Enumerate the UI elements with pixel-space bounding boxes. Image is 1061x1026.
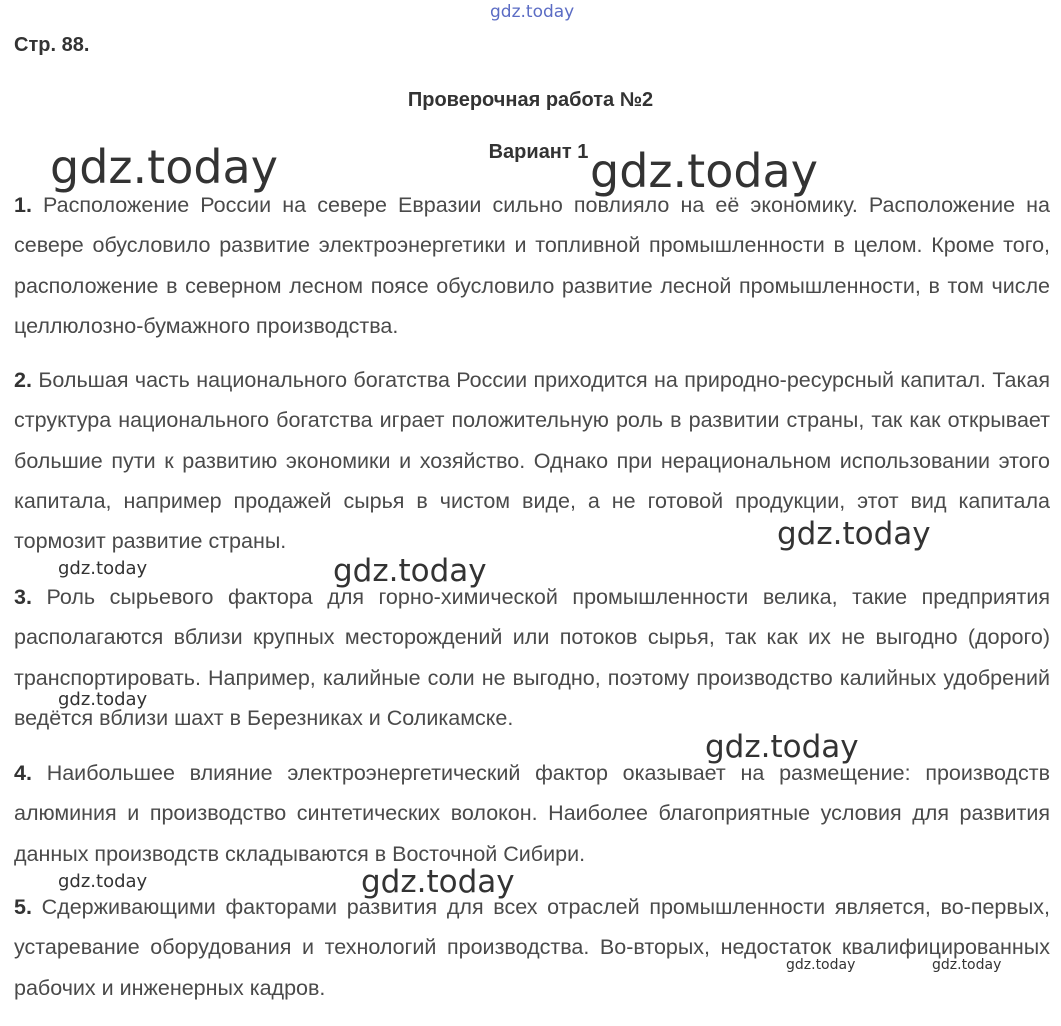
page-title: Проверочная работа №2 xyxy=(407,89,654,111)
variant-label: Вариант 1 xyxy=(488,141,589,163)
watermark: gdz.today xyxy=(361,864,515,900)
answer-text: Расположение России на севере Евразии сильно повлияло на её экономику. Расположение на севере обусловило развитие электроэнергетики и топливной промышленности в целом. Кроме того, расположение в северном лесном поясе обусловило развитие лесной промышленности, в том числе целлюлозно-бумажного производства. xyxy=(14,193,1050,338)
answer-number: 2. xyxy=(14,368,32,392)
answer-text: Сдерживающими факторами развития для всех отраслей промышленности является, во-первых, устаревание оборудования и технологий производства. Во-вторых, недостаток квалифицированных рабочих и инженерных кадров. xyxy=(14,895,1050,1000)
answer-number: 5. xyxy=(14,895,32,919)
answer-3 xyxy=(14,577,1050,738)
watermark: gdz.today xyxy=(705,729,859,765)
watermark: gdz.today xyxy=(58,871,148,892)
watermark: gdz.today xyxy=(58,689,148,710)
answer-text: Большая часть национального богатства России приходится на природно-ресурсный капитал. Такая структура национального богатства играет положительную роль в развитии страны, так как открывает большие пути к развитию экономики и хозяйство. Однако при нерациональном использовании этого капитала, например продажей сырья в чистом виде, а не готовой продукции, этот вид капитала тормозит развитие страны. xyxy=(14,368,1050,554)
answer-number: 4. xyxy=(14,761,32,785)
watermark: gdz.today xyxy=(786,957,856,973)
answer-1 xyxy=(14,185,1050,346)
watermark: gdz.today xyxy=(932,957,1002,973)
watermark: gdz.today xyxy=(58,558,148,579)
page-reference: Стр. 88. xyxy=(14,34,90,56)
watermark-top: gdz.today xyxy=(490,2,575,22)
watermark: gdz.today xyxy=(333,553,487,589)
watermark: gdz.today xyxy=(590,144,818,198)
answer-5 xyxy=(14,887,1050,1008)
watermark: gdz.today xyxy=(777,516,931,552)
answer-number: 1. xyxy=(14,193,32,217)
answer-text: Наибольшее влияние электроэнергетический фактор оказывает на размещение: производств алюминия и производство синтетических волокон. Наиболее благоприятные условия для развития данных производств складываются в Восточной Сибири. xyxy=(14,761,1050,866)
answer-number: 3. xyxy=(14,585,32,609)
answer-4 xyxy=(14,753,1050,874)
watermark: gdz.today xyxy=(50,140,278,194)
answer-text: Роль сырьевого фактора для горно-химической промышленности велика, такие предприятия располагаются вблизи крупных месторождений или потоков сырья, так как их не выгодно (дорого) транспортировать. Например, калийные соли не выгодно, поэтому производство калийных удобрений ведётся вблизи шахт в Березниках и Соликамске. xyxy=(14,585,1050,730)
